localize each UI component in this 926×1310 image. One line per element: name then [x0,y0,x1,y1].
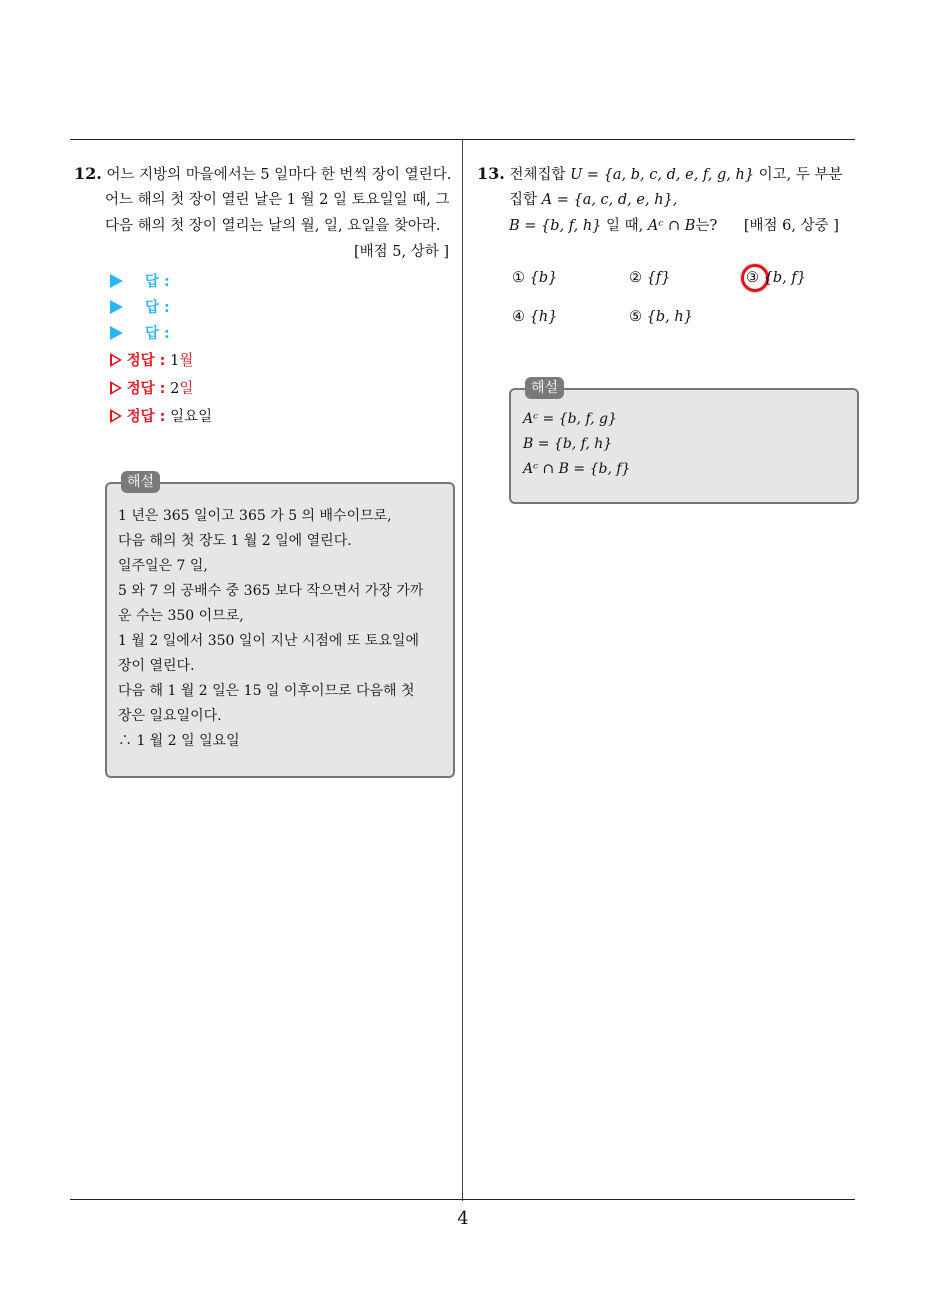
correct-answer-number: 1 [170,353,180,369]
choice-1[interactable] [512,266,557,290]
q13-text: 일 때, [606,218,644,234]
correct-answer-number: 2 [170,381,180,397]
q12-text-1: 어느 지방의 마을에서는 5 일마다 한 번씩 장이 열린다. [106,167,452,183]
correct-label: 정답 : [126,381,166,397]
correct-answer-unit: 일 [179,381,194,397]
explanation-line: 다음 해의 첫 장도 1 월 2 일에 열린다. [118,533,352,549]
choice-value: {b} [529,270,558,286]
q12-score: [배점 5, 상하 ] [354,244,450,260]
correct-answer-row-2 [110,376,193,402]
choice-mark: ③ [746,270,759,286]
explanation-line: 다음 해 1 월 2 일은 15 일 이후이므로 다음해 첫 [118,683,415,699]
q12-text-3: 다음 해의 첫 장이 열리는 날의 월, 일, 요일을 찾아라. [105,218,441,234]
choice-mark: ① [512,270,525,286]
q13-set-b: B = {b, f, h} [509,218,602,234]
q13-line-1 [477,161,843,188]
page-number: 4 [457,1208,469,1229]
choice-2[interactable] [629,266,670,290]
choice-mark: ④ [512,309,525,325]
choice-4[interactable] [512,305,557,329]
q13-text: 전체집합 [509,167,566,183]
column-divider [462,140,463,1201]
red-triangle-icon [110,381,122,395]
q13-line-3 [509,213,839,239]
choice-value: {f} [646,270,671,286]
q13-expression: Aᶜ ∩ B [647,218,696,234]
q12-line-3 [105,213,440,239]
answer-row-2 [110,295,170,321]
choice-value: {h} [529,309,558,325]
answer-label: 답 : [145,274,170,290]
correct-answer-row-1 [110,348,193,374]
choice-3[interactable] [746,266,806,290]
q12-explanation-box [105,474,455,778]
explanation-line: 장이 열린다. [118,658,195,674]
q13-text: 집합 [509,192,538,208]
explanation-line: B = {b, f, h} [523,436,613,452]
choice-value: {b, f} [763,270,806,286]
explanation-line: ∴ 1 월 2 일 일요일 [118,733,240,749]
explanation-line: 장은 일요일이다. [118,708,222,724]
correct-answer-row-3 [110,404,212,430]
q12-line-2 [105,187,450,213]
bottom-rule [70,1199,855,1200]
explanation-tag: 해설 [121,471,160,493]
q13-explanation-box [509,380,859,504]
answer-row-3 [110,321,170,347]
answer-label: 답 : [145,300,170,316]
explanation-line: 5 와 7 의 공배수 중 365 보다 작으면서 가장 가까 [118,583,424,599]
explanation-line: 운 수는 350 이므로, [118,608,244,624]
correct-answer-unit: 월 [179,353,194,369]
explanation-line: Aᶜ ∩ B = {b, f} [523,461,631,477]
correct-answer-value: 일요일 [170,409,213,425]
explanation-line: 1 월 2 일에서 350 일이 지난 시점에 또 토요일에 [118,633,419,649]
q12-meta [354,239,449,265]
choice-mark: ② [629,270,642,286]
q13-line-2 [509,187,677,213]
answer-row-1 [110,269,170,295]
correct-label: 정답 : [126,409,166,425]
explanation-line: 일주일은 7 일, [118,558,208,574]
q13-score: [배점 6, 상중 ] [743,218,839,234]
answer-label: 답 : [145,326,170,342]
explanation-line: 1 년은 365 일이고 365 가 5 의 배수이므로, [118,508,392,524]
red-triangle-icon [110,353,122,367]
choice-value: {b, h} [646,309,693,325]
explanation-tag: 해설 [525,377,564,399]
blue-triangle-icon [110,300,123,314]
q13-set-a: A = {a, c, d, e, h}, [541,192,678,208]
explanation-line: Aᶜ = {b, f, g} [523,411,617,427]
blue-triangle-icon [110,274,123,288]
blue-triangle-icon [110,326,123,340]
q13-text: 는? [695,218,718,234]
q12-number: 12. [74,164,102,183]
q13-number: 13. [477,164,505,183]
red-triangle-icon [110,409,122,423]
choice-5[interactable] [629,305,693,329]
q12-text-2: 어느 해의 첫 장이 열린 날은 1 월 2 일 토요일일 때, 그 [105,192,450,208]
choice-mark: ⑤ [629,309,642,325]
q13-text: 이고, 두 부분 [758,167,843,183]
correct-label: 정답 : [126,353,166,369]
q12-line-1 [74,161,451,188]
q13-universal-set: U = {a, b, c, d, e, f, g, h} [570,167,755,183]
